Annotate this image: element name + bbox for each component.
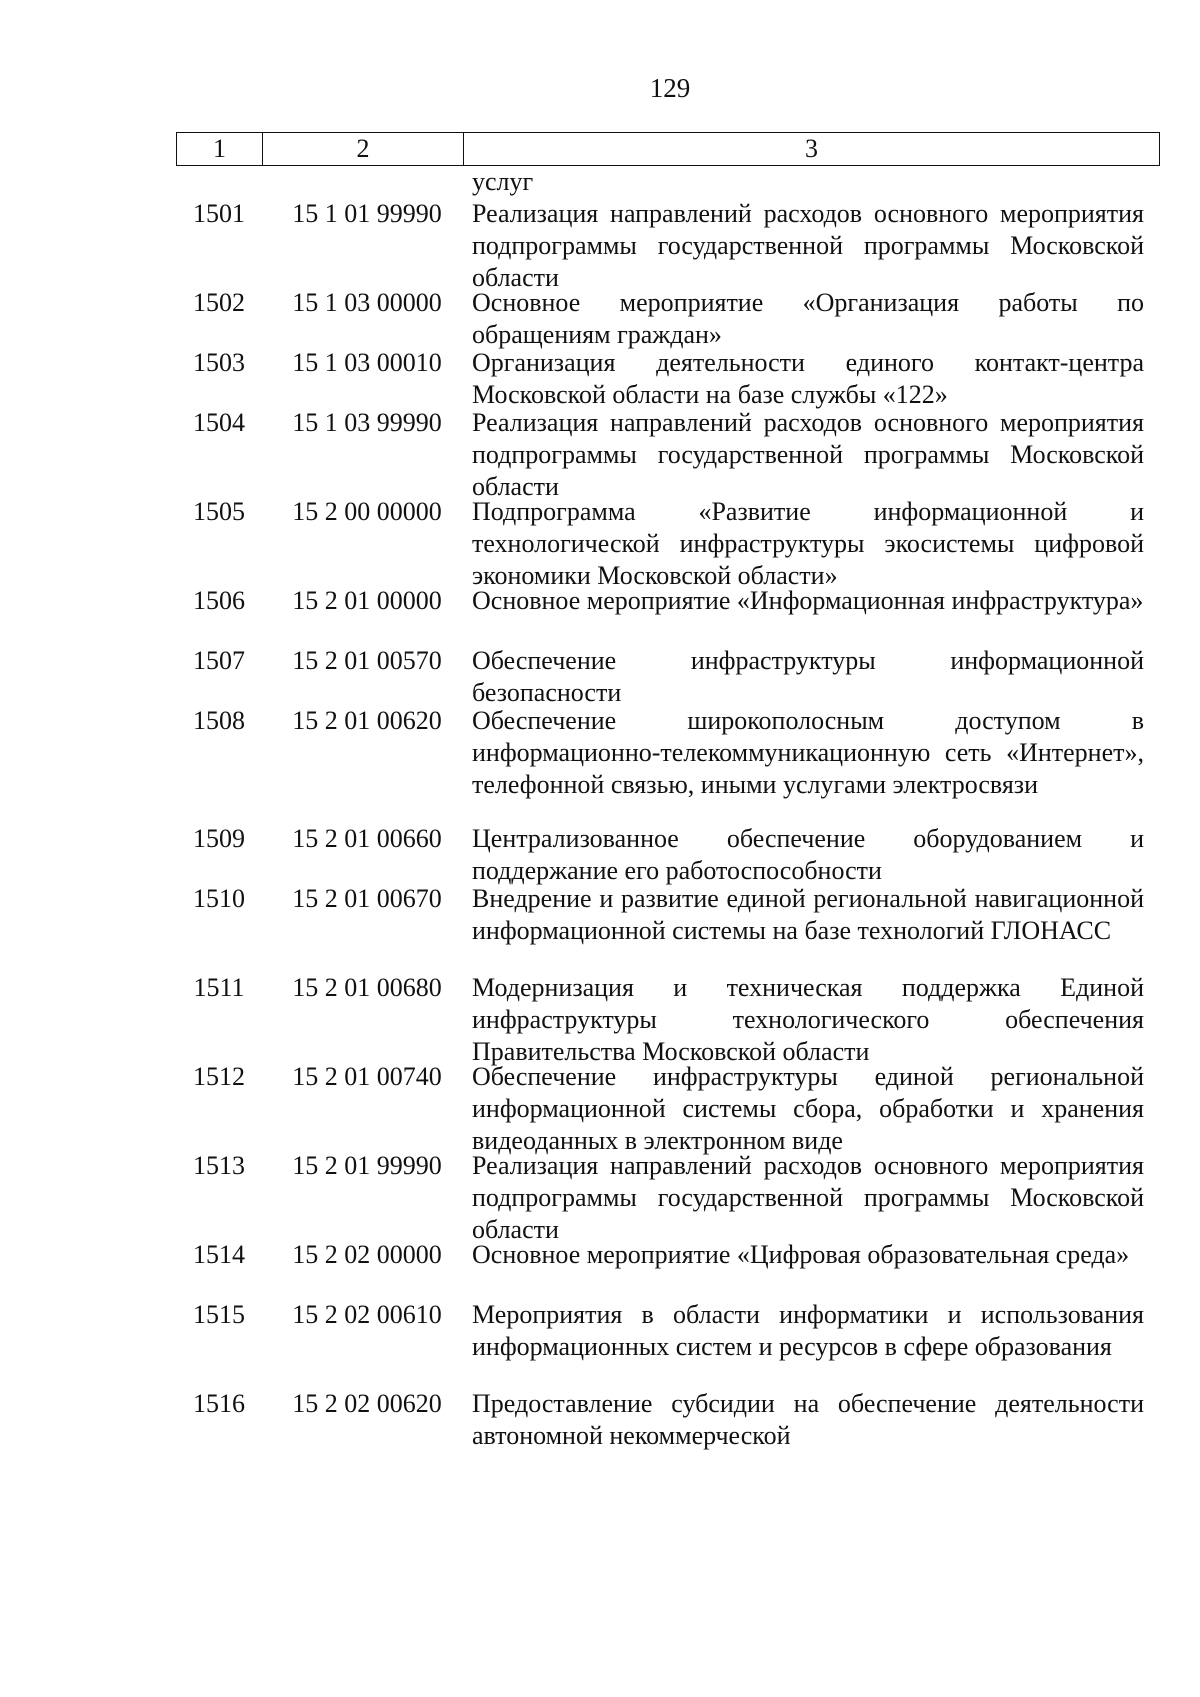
header-col-3: 3 xyxy=(805,134,818,163)
table-row xyxy=(176,823,1160,883)
row-number: 1504 xyxy=(193,408,245,437)
row-number: 1514 xyxy=(193,1240,245,1269)
row-code: 15 1 03 00000 xyxy=(292,288,442,317)
row-number: 1502 xyxy=(193,288,245,317)
row-number: 1509 xyxy=(193,824,245,853)
header-col-2: 2 xyxy=(263,133,464,165)
table-row xyxy=(176,347,1160,407)
table-row xyxy=(176,585,1160,645)
row-text: Обеспечение инфраструктуры единой региональной информационной системы сбора, обработки и хранения видеоданных в электронном виде xyxy=(472,1062,1144,1155)
continuation-text: услуг xyxy=(472,167,534,196)
row-number: 1516 xyxy=(193,1389,245,1418)
row-text: Основное мероприятие «Информационная инфраструктура» xyxy=(472,586,1144,615)
row-number: 1512 xyxy=(193,1062,245,1091)
row-number: 1515 xyxy=(193,1300,245,1329)
row-code: 15 2 01 00000 xyxy=(292,586,442,615)
table-header xyxy=(176,132,1160,166)
row-number: 1505 xyxy=(193,497,245,526)
page-number: 129 xyxy=(649,73,691,103)
row-code: 15 2 02 00000 xyxy=(292,1240,442,1269)
row-text: Модернизация и техническая поддержка Единой инфраструктуры технологического обеспечения Правительства Московской области xyxy=(472,973,1144,1066)
table-row xyxy=(176,1299,1160,1388)
row-number: 1510 xyxy=(193,884,245,913)
row-number: 1506 xyxy=(193,586,245,615)
row-code: 15 2 01 00570 xyxy=(292,646,442,675)
row-code: 15 2 01 00670 xyxy=(292,884,442,913)
row-text: Мероприятия в области информатики и использования информационных систем и ресурсов в сфере образования xyxy=(472,1300,1144,1361)
row-number: 1503 xyxy=(193,348,245,377)
row-number: 1513 xyxy=(193,1151,245,1180)
row-text: Обеспечение широкополосным доступом в информационно-телекоммуникационную сеть «Интернет», телефонной связью, иными услугами электросвязи xyxy=(472,706,1144,799)
row-text: Реализация направлений расходов основного мероприятия подпрограммы государственной программы Московской области xyxy=(472,1151,1144,1244)
table-row xyxy=(176,645,1160,705)
row-code: 15 2 01 00740 xyxy=(292,1062,442,1091)
row-code: 15 2 01 00680 xyxy=(292,973,442,1002)
row-text: Реализация направлений расходов основного мероприятия подпрограммы государственной программы Московской области xyxy=(472,199,1144,292)
row-text: Организация деятельности единого контакт-центра Московской области на базе службы «122» xyxy=(472,348,1144,409)
row-text: Реализация направлений расходов основного мероприятия подпрограммы государственной программы Московской области xyxy=(472,408,1144,501)
row-number: 1507 xyxy=(193,646,245,675)
table-row xyxy=(176,1061,1160,1155)
row-code: 15 1 03 00010 xyxy=(292,348,442,377)
table-body xyxy=(176,166,1160,1452)
row-text: Централизованное обеспечение оборудованием и поддержание его работоспособности xyxy=(472,824,1144,885)
row-text: Предоставление субсидии на обеспечение деятельности автономной некоммерческой xyxy=(472,1389,1144,1450)
table-row xyxy=(176,1388,1160,1452)
row-text: Подпрограмма «Развитие информационной и технологической инфраструктуры экосистемы цифровой экономики Московской области» xyxy=(472,497,1144,590)
table-row xyxy=(176,287,1160,347)
row-code: 15 2 01 00660 xyxy=(292,824,442,853)
row-text: Основное мероприятие «Организация работы по обращениям граждан» xyxy=(472,288,1144,349)
table-row xyxy=(176,705,1160,823)
row-text: Основное мероприятие «Цифровая образовательная среда» xyxy=(472,1240,1130,1269)
row-code: 15 1 01 99990 xyxy=(292,199,442,228)
row-code: 15 2 01 99990 xyxy=(292,1151,442,1180)
header-col-1: 1 xyxy=(177,133,263,165)
table-row xyxy=(176,198,1160,292)
table-row xyxy=(176,972,1160,1066)
row-number: 1508 xyxy=(193,706,245,735)
row-number: 1501 xyxy=(193,199,245,228)
row-code: 15 1 03 99990 xyxy=(292,408,442,437)
row-text: Внедрение и развитие единой региональной навигационной информационной системы на базе технологий ГЛОНАСС xyxy=(472,884,1144,945)
table-row xyxy=(176,496,1160,590)
table-row xyxy=(176,1150,1160,1244)
table-row xyxy=(176,883,1160,972)
table-row xyxy=(176,407,1160,501)
table-row xyxy=(176,1239,1160,1299)
row-code: 15 2 02 00620 xyxy=(292,1389,442,1418)
row-number: 1511 xyxy=(193,973,245,1002)
row-code: 15 2 02 00610 xyxy=(292,1300,442,1329)
row-text: Обеспечение инфраструктуры информационной безопасности xyxy=(472,646,1144,707)
row-code: 15 2 00 00000 xyxy=(292,497,442,526)
row-code: 15 2 01 00620 xyxy=(292,706,442,735)
